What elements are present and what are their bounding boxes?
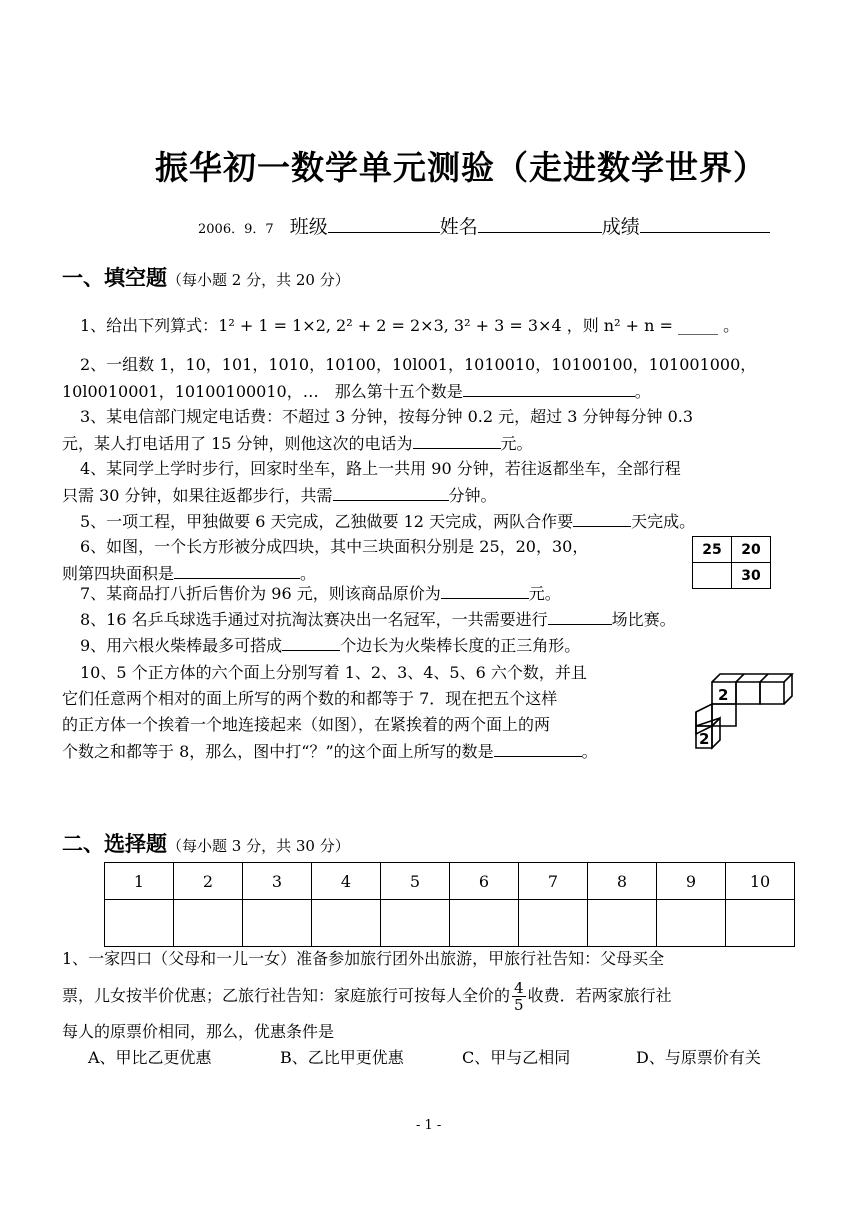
score-blank <box>640 214 770 233</box>
section2-title: 二、选择题 <box>62 832 167 856</box>
answer-cell-5[interactable] <box>381 900 450 947</box>
q1-suffix: 。 <box>723 316 740 335</box>
cq1-line2b: 收费．若两家旅行社 <box>527 986 672 1005</box>
choice-question-1 <box>62 946 804 1071</box>
area-cell-2: 20 <box>732 537 771 563</box>
answer-header-9: 9 <box>657 863 726 900</box>
q8-end: 场比赛。 <box>611 610 676 629</box>
answer-cell-8[interactable] <box>588 900 657 947</box>
answer-cell-10[interactable] <box>726 900 795 947</box>
exam-date: 2006．9．7 <box>198 222 274 237</box>
area-cell-4: 30 <box>732 563 771 589</box>
q4-blank <box>333 482 449 501</box>
q7-blank <box>441 580 529 599</box>
option-a: A、甲比乙更优惠 <box>88 1048 212 1067</box>
q2-end: 。 <box>634 382 651 401</box>
q1-formula: 1² + 1 = 1×2, 2² + 2 = 2×3, 3² + 3 = 3×4 ，则 n² + n = <box>218 316 673 335</box>
answer-header-2: 2 <box>174 863 243 900</box>
section1-note: （每小题 2 分，共 20 分） <box>167 271 350 289</box>
cube-label-bottom: 2 <box>699 730 710 748</box>
q5-text: 5、一项工程，甲独做要 6 天完成，乙独做要 12 天完成，两队合作要 <box>80 512 574 531</box>
section1-heading <box>62 262 350 292</box>
q9-end: 个边长为火柴棒长度的正三角形。 <box>340 636 581 655</box>
q6-end: 。 <box>300 564 317 583</box>
question-10 <box>62 660 682 765</box>
q1-prefix: 1、给出下列算式： <box>80 316 219 335</box>
answer-header-8: 8 <box>588 863 657 900</box>
answer-table <box>104 862 795 947</box>
question-3 <box>62 404 802 457</box>
answer-cell-4[interactable] <box>312 900 381 947</box>
question-7 <box>62 580 802 607</box>
answer-header-5: 5 <box>381 863 450 900</box>
q4-line2: 只需 30 分钟，如果往返都步行，共需 <box>62 486 333 505</box>
answer-cell-2[interactable] <box>174 900 243 947</box>
answer-table-blank-row <box>105 900 795 947</box>
option-c: C、甲与乙相同 <box>462 1048 571 1067</box>
answer-table-header-row <box>105 863 795 900</box>
q3-line1: 3、某电信部门规定电话费：不超过 3 分钟，按每分钟 0.2 元，超过 3 分钟每分钟 0.3 <box>80 407 694 426</box>
q8-text: 8、16 名乒乓球选手通过对抗淘汰赛决出一名冠军，一共需要进行 <box>80 610 548 629</box>
q8-blank <box>548 606 612 625</box>
q5-blank <box>573 508 631 527</box>
q7-end: 元。 <box>528 584 561 603</box>
q2-line1: 2、一组数 1，10，101，1010，10100，10l001，1010010，10100100，101001000， <box>80 355 757 374</box>
option-b: B、乙比甲更优惠 <box>280 1048 404 1067</box>
q10-line4: 个数之和都等于 8，那么，图中打“？”的这个面上所写的数是 <box>62 742 494 761</box>
q2-blank <box>463 378 635 397</box>
cq1-line3: 每人的原票价相同，那么，优惠条件是 <box>62 1022 335 1041</box>
question-2 <box>62 352 802 405</box>
question-9 <box>62 632 802 659</box>
section2-note: （每小题 3 分，共 30 分） <box>167 837 350 855</box>
fraction-denominator: 5 <box>514 996 524 1014</box>
q4-line1: 4、某同学上学时步行，回家时坐车，路上一共用 90 分钟，若往返都坐车，全部行程 <box>80 459 681 478</box>
q3-blank <box>413 430 501 449</box>
answer-cell-7[interactable] <box>519 900 588 947</box>
name-label: 姓名 <box>439 216 478 238</box>
cq1-line2a: 票，儿女按半价优惠；乙旅行社告知：家庭旅行可按每人全价的 <box>62 986 511 1005</box>
answer-cell-1[interactable] <box>105 900 174 947</box>
q6-line2: 则第四块面积是 <box>62 564 175 583</box>
q3-end: 元。 <box>500 434 533 453</box>
cubes-figure <box>688 668 800 756</box>
answer-header-1: 1 <box>105 863 174 900</box>
q10-end: 。 <box>581 742 598 761</box>
answer-cell-3[interactable] <box>243 900 312 947</box>
question-8 <box>62 606 802 633</box>
name-blank <box>478 214 602 233</box>
page-title: 振华初一数学单元测验（走进数学世界） <box>155 148 767 187</box>
q7-text: 7、某商品打八折后售价为 96 元，则该商品原价为 <box>80 584 441 603</box>
question-1 <box>80 313 820 339</box>
q9-text: 9、用六根火柴棒最多可搭成 <box>80 636 283 655</box>
q1-blank: _____ <box>677 316 718 335</box>
q4-end: 分钟。 <box>448 486 497 505</box>
class-blank <box>328 214 440 233</box>
q9-blank <box>282 632 340 651</box>
answer-header-6: 6 <box>450 863 519 900</box>
answer-header-10: 10 <box>726 863 795 900</box>
answer-header-3: 3 <box>243 863 312 900</box>
class-label: 班级 <box>289 216 328 238</box>
question-5 <box>62 508 802 535</box>
cube-label-top: 2 <box>718 686 729 704</box>
score-label: 成绩 <box>601 216 640 238</box>
q10-line1: 10、5 个正方体的六个面上分别写着 1、2、3、4、5、6 六个数，并且 <box>80 663 587 682</box>
q5-end: 天完成。 <box>631 512 696 531</box>
q2-line2: 10l0010001，10100100010，… 那么第十五个数是 <box>62 382 463 401</box>
question-4 <box>62 456 802 509</box>
q6-blank <box>174 560 300 579</box>
cubes-drawing <box>688 668 800 752</box>
q3-line2: 元，某人打电话用了 15 分钟，则他这次的电话为 <box>62 434 413 453</box>
page-number: - 1 - <box>416 1118 442 1133</box>
cq1-line1: 1、一家四口（父母和一儿一女）准备参加旅行团外出旅游，甲旅行社告知：父母买全 <box>62 949 665 968</box>
answer-header-4: 4 <box>312 863 381 900</box>
option-d: D、与原票价有关 <box>636 1048 761 1067</box>
q10-blank <box>494 738 582 757</box>
exam-header <box>198 212 770 239</box>
answer-cell-6[interactable] <box>450 900 519 947</box>
section1-title: 一、填空题 <box>62 266 167 290</box>
q10-line3: 的正方体一个挨着一个地连接起来（如图），在紧挨着的两个面上的两 <box>62 715 551 734</box>
area-cell-1: 25 <box>693 537 732 563</box>
section2-heading <box>62 828 350 858</box>
fraction-4-5 <box>512 980 526 1013</box>
answer-cell-9[interactable] <box>657 900 726 947</box>
fraction-numerator: 4 <box>514 979 524 997</box>
answer-header-7: 7 <box>519 863 588 900</box>
q6-line1: 6、如图，一个长方形被分成四块，其中三块面积分别是 25，20，30， <box>80 537 589 556</box>
q10-line2: 它们任意两个相对的面上所写的两个数的和都等于 7．现在把五个这样 <box>62 689 558 708</box>
